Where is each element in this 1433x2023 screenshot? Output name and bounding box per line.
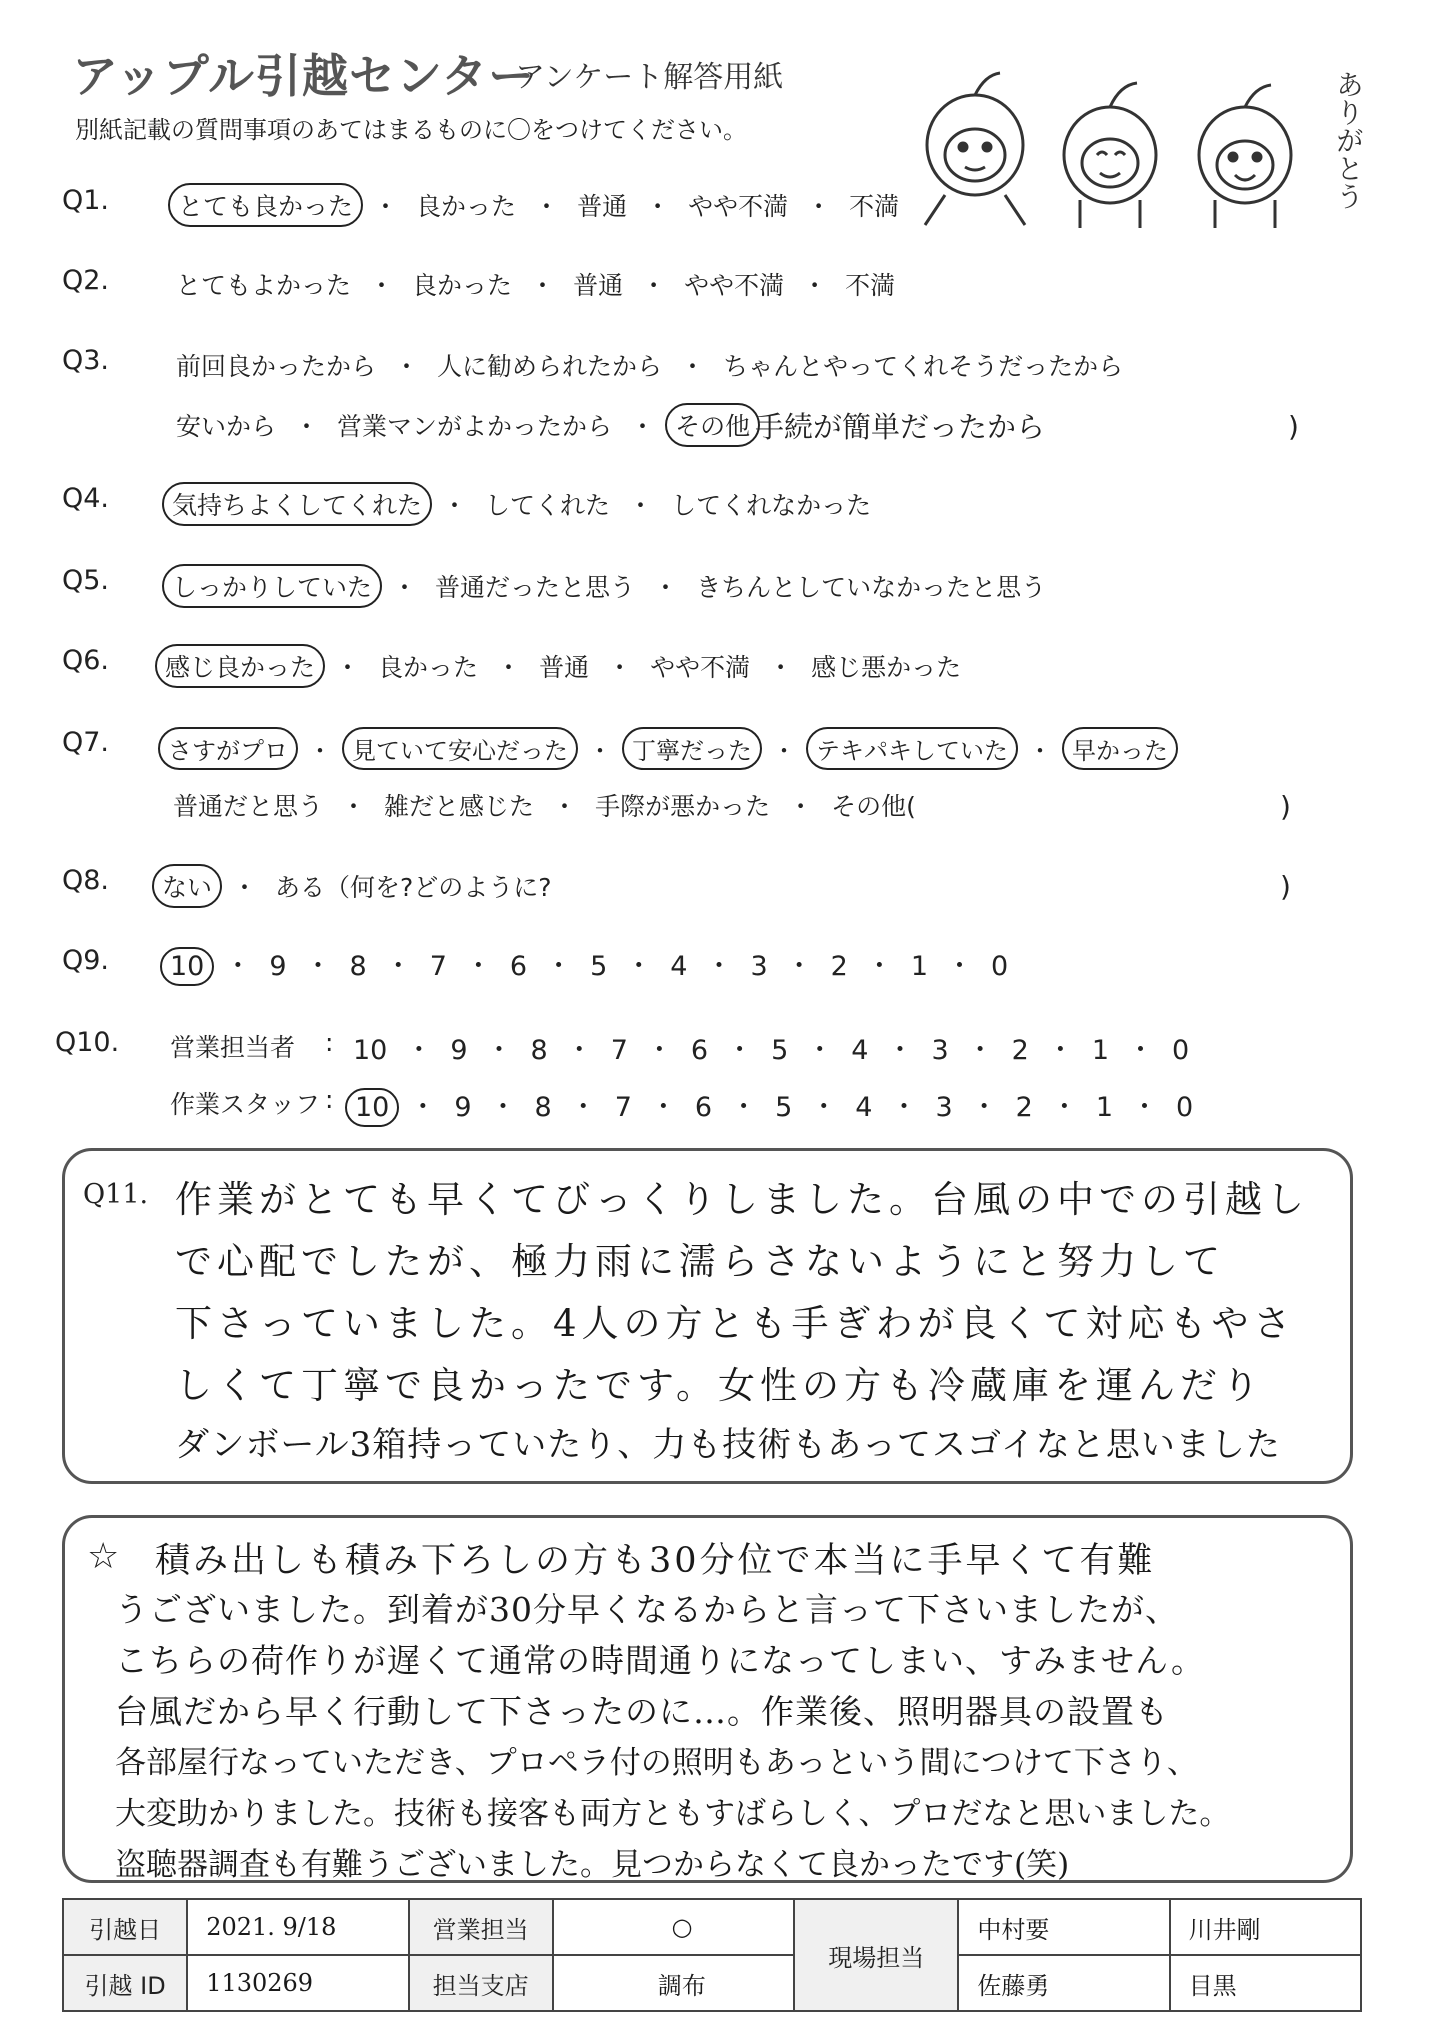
q7-option[interactable]: 雑だと感じた [384, 792, 535, 821]
branch-label: 担当支店 [409, 1955, 553, 2011]
q10-label: Q10. [55, 1027, 120, 1058]
q9-label: Q9. [62, 945, 110, 976]
q5-options: しっかりしていた ・ 普通だったと思う ・ きちんとしていなかったと思う [162, 564, 1054, 608]
comment-line: こちらの荷作りが遅くて通常の時間通りになってしまい、すみません。 [115, 1641, 1205, 1680]
q9-score[interactable]: 5 [590, 951, 608, 982]
q3-option-selected[interactable]: その他 [665, 403, 760, 447]
q10-staff-score[interactable]: 3 [935, 1092, 953, 1123]
q10-staff-score[interactable]: 6 [694, 1092, 713, 1123]
q10-staff-score-selected[interactable]: 10 [345, 1088, 399, 1127]
comment-line: 盗聴器調査も有難うございました。見つからなくて良かったです(笑) [115, 1847, 1070, 1883]
q10-sales-score[interactable]: 5 [771, 1035, 789, 1066]
q6-option-selected[interactable]: 感じ良かった [155, 644, 325, 688]
q4-options: 気持ちよくしてくれた ・ してくれた ・ してくれなかった [162, 482, 879, 526]
q10-staff-score[interactable]: 5 [775, 1092, 793, 1123]
q2-option[interactable]: やや不満 [684, 271, 785, 300]
star-icon: ☆ [87, 1536, 120, 1577]
q3-option[interactable]: 前回良かったから [176, 352, 377, 381]
q10-staff-score[interactable]: 2 [1015, 1092, 1033, 1123]
q11-line: 下さっていました。4人の方とも手ぎわが良くて対応もやさ [175, 1302, 1296, 1345]
q10-sales-score[interactable]: 3 [931, 1035, 949, 1066]
q7-close-paren: ) [1280, 790, 1291, 823]
thanks-text: ありがとう [1332, 70, 1365, 210]
q1-label: Q1. [62, 185, 110, 216]
q8-options: ない ・ ある（何を?どのように? [152, 864, 560, 908]
q10-staff-score[interactable]: 9 [454, 1092, 472, 1123]
q5-option[interactable]: きちんとしていなかったと思う [696, 573, 1047, 602]
q7-option-selected[interactable]: 早かった [1062, 727, 1178, 770]
q1-option-selected[interactable]: とても良かった [168, 183, 363, 227]
q7-option-selected[interactable]: 丁寧だった [622, 727, 762, 770]
q1-option[interactable]: 不満 [849, 192, 900, 221]
q10-sales-score[interactable]: 0 [1172, 1035, 1190, 1066]
q3-option[interactable]: 営業マンがよかったから [337, 412, 613, 441]
q8-label: Q8. [62, 865, 110, 896]
q8-option[interactable]: ある（何を?どのように? [275, 873, 552, 902]
q10-staff-scale: 10 ・ 9 ・ 8 ・ 7 ・ 6 ・ 5 ・ 4 ・ 3 ・ 2 ・ 1 ・ 0 [345, 1085, 1201, 1127]
q10-sales-score[interactable]: 4 [851, 1035, 869, 1066]
q10-staff-colon: : [325, 1085, 334, 1114]
q6-options: 感じ良かった ・ 良かった ・ 普通 ・ やや不満 ・ 感じ悪かった [155, 644, 969, 688]
q10-sales-score[interactable]: 1 [1091, 1035, 1110, 1066]
q11-line: しくて丁寧で良かったです。女性の方も冷蔵庫を運んだり [175, 1364, 1265, 1407]
move-date-label: 引越日 [63, 1899, 187, 1955]
q10-sales-score[interactable]: 7 [610, 1035, 628, 1066]
site-staff-name: 川井剛 [1170, 1899, 1361, 1955]
q9-score[interactable]: 7 [429, 951, 447, 982]
move-id-label: 引越 ID [63, 1955, 187, 2011]
q9-score[interactable]: 2 [830, 951, 848, 982]
q4-option[interactable]: してくれた [485, 491, 611, 520]
sales-rep-value: ○ [553, 1899, 794, 1955]
q2-option[interactable]: 良かった [412, 271, 513, 300]
q3-option[interactable]: ちゃんとやってくれそうだったから [723, 352, 1124, 381]
q3-label: Q3. [62, 345, 110, 376]
q3-close-paren: ) [1288, 410, 1299, 443]
q10-staff-score[interactable]: 0 [1176, 1092, 1194, 1123]
q2-label: Q2. [62, 265, 110, 296]
q9-score[interactable]: 1 [910, 951, 929, 982]
q9-score[interactable]: 4 [670, 951, 688, 982]
q10-sales-score[interactable]: 8 [530, 1035, 548, 1066]
q9-scale: 10 ・ 9 ・ 8 ・ 7 ・ 6 ・ 5 ・ 4 ・ 3 ・ 2 ・ 1 ・ 0 [160, 944, 1016, 986]
survey-title: アップル引越センター [72, 49, 536, 103]
q1-option[interactable]: 良かった [416, 192, 517, 221]
site-staff-name: 佐藤勇 [958, 1955, 1169, 2011]
q9-score[interactable]: 0 [991, 951, 1009, 982]
q11-label: Q11. [83, 1179, 149, 1210]
q9-score[interactable]: 3 [750, 951, 768, 982]
q11-comment-box [62, 1148, 1353, 1484]
additional-comment-box [62, 1515, 1353, 1883]
site-staff-label: 現場担当 [794, 1899, 958, 2011]
site-staff-name: 目黒 [1170, 1955, 1361, 2011]
q8-option-selected[interactable]: ない [152, 864, 222, 908]
q3-option[interactable]: 人に勧められたから [437, 352, 663, 381]
q10-staff-score[interactable]: 7 [614, 1092, 632, 1123]
q10-sales-score[interactable]: 6 [690, 1035, 709, 1066]
q6-option[interactable]: 感じ悪かった [811, 653, 962, 682]
q8-close-paren: ) [1280, 870, 1291, 903]
comment-line: 各部屋行なっていただき、プロペラ付の照明もあっという間につけて下さり、 [115, 1745, 1198, 1781]
q4-option[interactable]: してくれなかった [671, 491, 872, 520]
instruction-text: 別紙記載の質問事項のあてはまるものに〇をつけてください。 [75, 116, 747, 144]
q5-option-selected[interactable]: しっかりしていた [162, 564, 382, 608]
q11-line: で心配でしたが、極力雨に濡らさないようにと努力して [175, 1240, 1225, 1283]
move-id-value: 1130269 [187, 1955, 408, 2011]
comment-line: 積み出しも積み下ろしの方も30分位で本当に手早くて有難 [155, 1541, 1156, 1581]
survey-subtitle: アンケート解答用紙 [515, 60, 784, 95]
move-info-table [62, 1898, 1362, 2012]
q10-sales-score[interactable]: 9 [450, 1035, 468, 1066]
q10-staff-score[interactable]: 8 [534, 1092, 552, 1123]
q1-option[interactable]: 普通 [577, 192, 628, 221]
q9-score[interactable]: 6 [509, 951, 528, 982]
q7-options-line1: さすがプロ ・ 見ていて安心だった ・ 丁寧だった ・ テキパキしていた ・ 早かった [158, 727, 1178, 770]
q10-staff-score[interactable]: 4 [855, 1092, 873, 1123]
q2-option[interactable]: とてもよかった [176, 271, 352, 300]
q1-options: とても良かった ・ 良かった ・ 普通 ・ やや不満 ・ 不満 [168, 183, 907, 227]
q4-label: Q4. [62, 483, 110, 514]
q5-label: Q5. [62, 565, 110, 596]
comment-line: うございました。到着が30分早くなるからと言って下さいましたが、 [115, 1590, 1179, 1629]
q3-options-line2: 安いから ・ 営業マンがよかったから ・ その他 [168, 403, 760, 447]
q10-staff-score[interactable]: 1 [1095, 1092, 1114, 1123]
q7-option[interactable]: 普通だと思う [173, 792, 324, 821]
q7-option[interactable]: 手際が悪かった [595, 792, 771, 821]
q7-options-line2: 普通だと思う ・ 雑だと感じた ・ 手際が悪かった ・ その他( [165, 785, 924, 825]
q10-sales-score[interactable]: 2 [1011, 1035, 1029, 1066]
q2-option[interactable]: 普通 [573, 271, 624, 300]
q10-staff-label: 作業スタッフ [170, 1090, 321, 1119]
q6-option[interactable]: やや不満 [650, 653, 751, 682]
q9-score-selected[interactable]: 10 [160, 947, 214, 986]
q11-line: ダンボール3箱持っていたり、力も技術もあってスゴイなと思いました [175, 1425, 1281, 1465]
q6-option[interactable]: 普通 [539, 653, 590, 682]
q7-option-selected[interactable]: さすがプロ [158, 727, 298, 770]
q2-option[interactable]: 不満 [845, 271, 896, 300]
q11-line: 作業がとても早くてびっくりしました。台風の中での引越し [175, 1178, 1309, 1221]
q4-option-selected[interactable]: 気持ちよくしてくれた [162, 482, 432, 526]
q1-option[interactable]: やや不満 [688, 192, 789, 221]
q7-option[interactable]: その他( [831, 792, 916, 821]
q7-option-selected[interactable]: 見ていて安心だった [342, 727, 578, 770]
q9-score[interactable]: 8 [349, 951, 367, 982]
q3-other-text: 手続が簡単だったから [755, 410, 1046, 444]
q5-option[interactable]: 普通だったと思う [435, 573, 636, 602]
q10-sales-colon: : [325, 1028, 334, 1057]
q3-options-line1: 前回良かったから ・ 人に勧められたから ・ ちゃんとやってくれそうだったから [168, 345, 1131, 385]
q7-option-selected[interactable]: テキパキしていた [806, 727, 1018, 770]
q2-options: とてもよかった ・ 良かった ・ 普通 ・ やや不満 ・ 不満 [168, 264, 903, 304]
q3-option[interactable]: 安いから [176, 412, 277, 441]
site-staff-name: 中村要 [958, 1899, 1169, 1955]
q9-score[interactable]: 9 [269, 951, 287, 982]
q6-label: Q6. [62, 645, 110, 676]
move-date-value: 2021. 9/18 [187, 1899, 408, 1955]
q10-sales-score[interactable]: 10 [353, 1035, 388, 1066]
sales-rep-label: 営業担当 [409, 1899, 553, 1955]
q10-sales-label: 営業担当者 [170, 1033, 296, 1062]
q10-sales-scale: 10 ・ 9 ・ 8 ・ 7 ・ 6 ・ 5 ・ 4 ・ 3 ・ 2 ・ 1 ・ 0 [345, 1028, 1197, 1068]
monkey-mascots-illustration [905, 55, 1305, 235]
branch-value: 調布 [553, 1955, 794, 2011]
q6-option[interactable]: 良かった [378, 653, 479, 682]
comment-line: 台風だから早く行動して下さったのに…。作業後、照明器具の設置も [115, 1692, 1169, 1731]
q7-label: Q7. [62, 727, 110, 758]
comment-line: 大変助かりました。技術も接客も両方ともすばらしく、プロだなと思いました。 [115, 1796, 1231, 1832]
